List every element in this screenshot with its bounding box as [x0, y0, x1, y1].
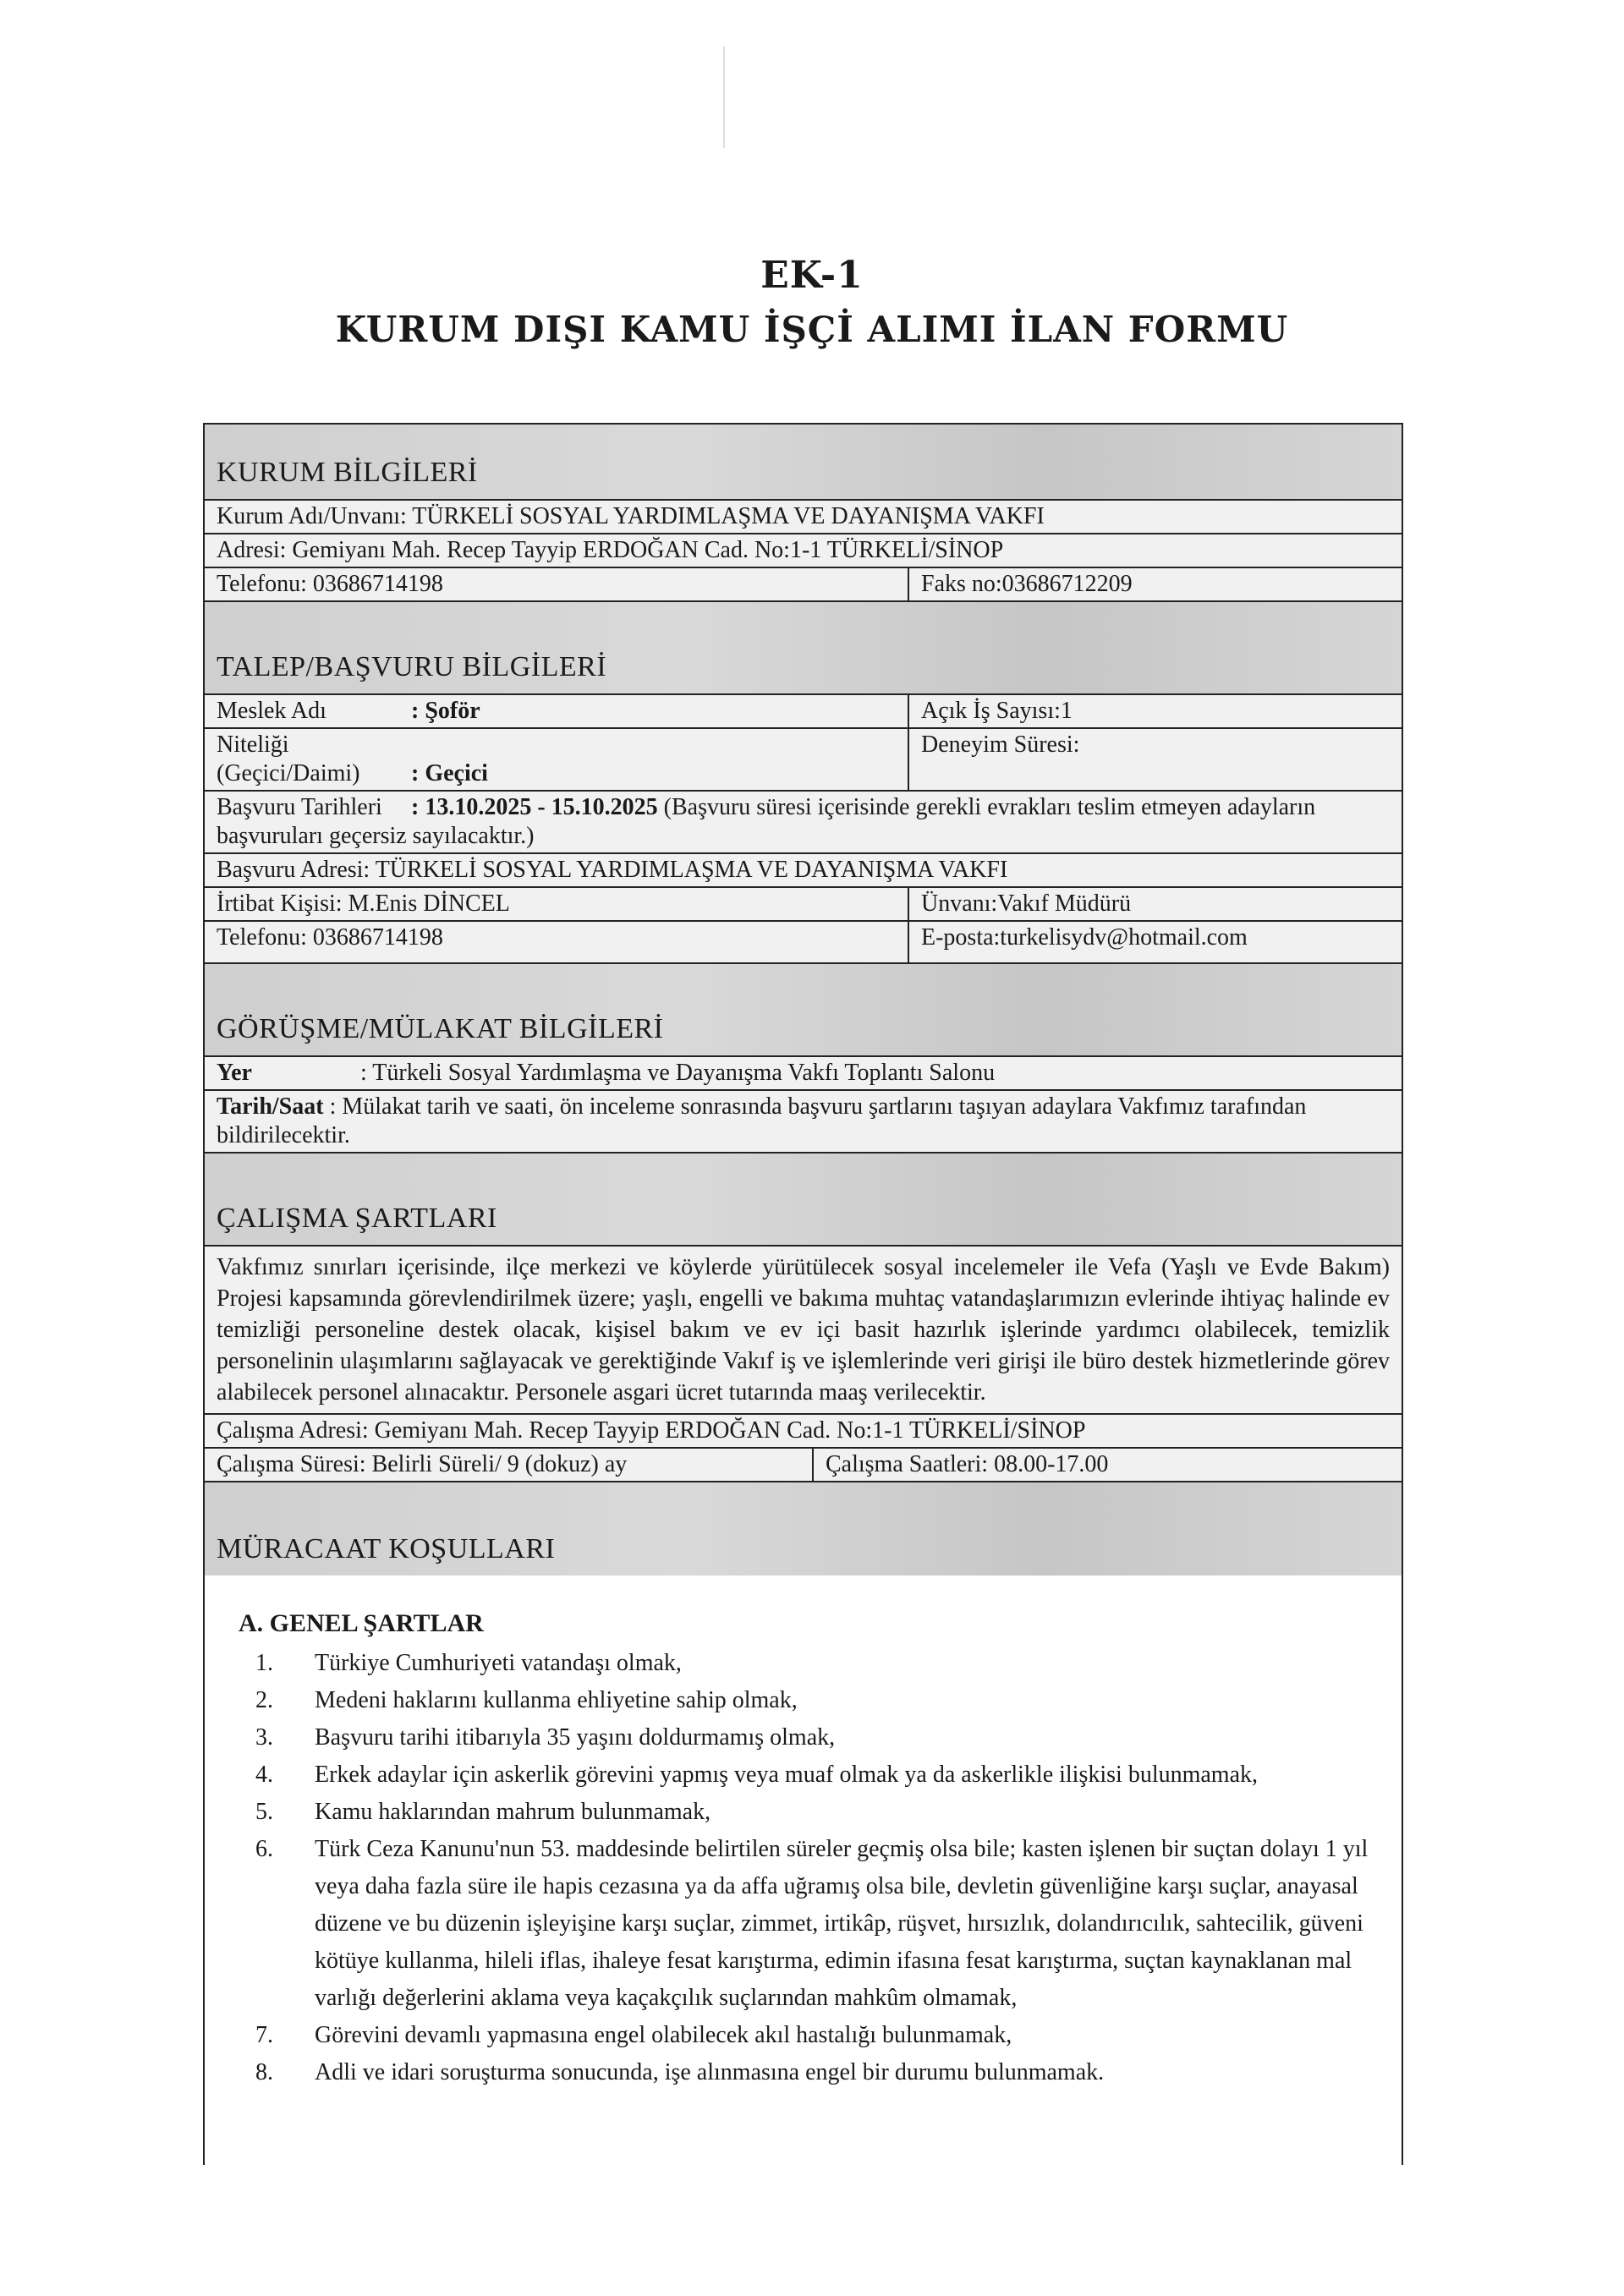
calisma-address-row — [205, 1415, 1402, 1449]
acik-is-sayisi: Açık İş Sayısı:1 — [921, 698, 1073, 724]
condition-text: Kamu haklarından mahrum bulunmamak, — [315, 1799, 711, 1825]
condition-item — [255, 2017, 1372, 2054]
kurum-name: Kurum Adı/Unvanı: TÜRKELİ SOSYAL YARDIMLAŞMA VE DAYANIŞMA VAKFI — [217, 503, 1045, 529]
condition-item — [255, 1794, 1372, 1831]
tarih-saat-value: : Mülakat tarih ve saati, ön inceleme sonrasında başvuru şartlarını taşıyan adaylara Vakfımız tarafından bildirilecektir. — [217, 1093, 1307, 1148]
condition-number: 2. — [255, 1687, 273, 1713]
condition-text: Başvuru tarihi itibarıyla 35 yaşını doldurmamış olmak, — [315, 1724, 836, 1751]
calisma-description: Vakfımız sınırları içerisinde, ilçe merkezi ve köylerde yürütülecek sosyal incelemeler ile Vefa (Yaşlı ve Evde Bakım) Projesi kapsamında görevlendirilmek üzere; yaşlı, engelli ve bakıma muhtaç vatandaşlarımızın evlerinde ihtiyaç halinde ev temizliği personeline destek olacak, kişisel bakım ve ev içi basit hazırlık işlerinde yardımcı olabilecek, temizlik personelinin ulaşımlarını sağlayacak ve gerektiğinde Vakıf iş ve işlemlerinde veri girişi ile büro destek hizmetlerinde görev alabilecek personel alınacaktır. Personele asgari ücret tutarında maaş verilecektir. — [217, 1254, 1390, 1406]
kurum-phone: Telefonu: 03686714198 — [205, 568, 909, 600]
calisma-duration-row — [205, 1449, 1402, 1482]
yer-row — [205, 1057, 1402, 1091]
meslek-value: : Şoför — [411, 698, 480, 724]
talep-contact-row — [205, 922, 1402, 964]
meslek-label: Meslek Adı — [217, 698, 326, 724]
genel-sartlar-heading: A. GENEL ŞARTLAR — [239, 1609, 484, 1637]
section-talep-heading: TALEP/BAŞVURU BİLGİLERİ — [205, 602, 1402, 695]
nitelik-label: Niteliği (Geçici/Daimi) — [217, 732, 360, 786]
basvuru-tarih-note: (Başvuru süresi içerisinde gerekli evrakları teslim etmeyen adayların başvuruları geçersiz sayılacaktır.) — [217, 794, 1316, 849]
condition-number: 5. — [255, 1799, 273, 1825]
section-kurum-heading: KURUM BİLGİLERİ — [205, 425, 1402, 501]
condition-text: Türk Ceza Kanunu'nun 53. maddesinde belirtilen süreler geçmiş olsa bile; kasten işlenen bir suçtan dolayı 1 yıl veya daha fazla süre ile hapis cezasına ya da affa uğramış olsa bile, devletin güvenliğine karşı suçlar, anayasal düzene ve bu düzenin işleyişine karşı suçlar, zimmet, irtikâp, rüşvet, hırsızlık, dolandırıcılık, sahtecilik, güveni kötüye kullanma, hileli iflas, ihaleye fesat karıştırma, edimin ifasına fesat karıştırma, suçtan kaynaklanan mal varlığı değerlerini aklama veya kaçakçılık suçlarından mahkûm olmamak, — [315, 1836, 1369, 2011]
section-gorusme-heading: GÖRÜŞME/MÜLAKAT BİLGİLERİ — [205, 964, 1402, 1057]
page-title: KURUM DIŞI KAMU İŞÇİ ALIMI İLAN FORMU — [335, 309, 1289, 350]
condition-number: 8. — [255, 2059, 273, 2085]
calisma-duration: Çalışma Süresi: Belirli Süreli/ 9 (dokuz) ay — [205, 1449, 814, 1481]
talep-phone: Telefonu: 03686714198 — [205, 922, 909, 962]
conditions-list — [255, 1645, 1372, 2091]
calisma-description-row — [205, 1247, 1402, 1415]
kurum-contact-row — [205, 568, 1402, 602]
tarih-saat-row — [205, 1091, 1402, 1153]
condition-number: 1. — [255, 1650, 273, 1676]
basvuru-adresi-row — [205, 854, 1402, 888]
condition-item — [255, 1831, 1372, 2017]
kurum-address-row — [205, 534, 1402, 568]
section-muracaat-heading: MÜRACAAT KOŞULLARI — [205, 1482, 1402, 1575]
condition-number: 6. — [255, 1836, 273, 1862]
deneyim-suresi: Deneyim Süresi: — [921, 732, 1080, 758]
basvuru-tarih-value: : 13.10.2025 - 15.10.2025 — [411, 794, 658, 820]
calisma-hours: Çalışma Saatleri: 08.00-17.00 — [826, 1451, 1109, 1477]
condition-item — [255, 1645, 1372, 1682]
condition-text: Medeni haklarını kullanma ehliyetine sahip olmak, — [315, 1687, 798, 1713]
condition-number: 3. — [255, 1724, 273, 1751]
condition-text: Erkek adaylar için askerlik görevini yapmış veya muaf olmak ya da askerlikle ilişkisi bulunmamak, — [315, 1762, 1259, 1788]
basvuru-tarih-row — [205, 792, 1402, 854]
condition-text: Adli ve idari soruşturma sonucunda, işe alınmasına engel bir durumu bulunmamak. — [315, 2059, 1105, 2085]
nitelik-row — [205, 729, 1402, 792]
condition-item — [255, 1719, 1372, 1756]
basvuru-adresi: Başvuru Adresi: TÜRKELİ SOSYAL YARDIMLAŞMA VE DAYANIŞMA VAKFI — [217, 857, 1008, 883]
announcement-form — [203, 423, 1403, 1575]
muracaat-conditions — [203, 1575, 1403, 2165]
scan-edge-line — [723, 47, 725, 148]
condition-item — [255, 2054, 1372, 2091]
basvuru-tarih-label: Başvuru Tarihleri — [217, 794, 382, 820]
condition-text: Türkiye Cumhuriyeti vatandaşı olmak, — [315, 1650, 682, 1676]
kurum-address: Adresi: Gemiyanı Mah. Recep Tayyip ERDOĞAN Cad. No:1-1 TÜRKELİ/SİNOP — [217, 537, 1004, 563]
irtibat-unvan: Ünvanı:Vakıf Müdürü — [921, 890, 1132, 917]
yer-value: : Türkeli Sosyal Yardımlaşma ve Dayanışma Vakfı Toplantı Salonu — [360, 1060, 996, 1086]
annex-label: EK-1 — [760, 254, 864, 297]
yer-label: Yer — [217, 1060, 252, 1086]
irtibat-kisisi: İrtibat Kişisi: M.Enis DİNCEL — [205, 888, 909, 920]
condition-item — [255, 1682, 1372, 1719]
talep-email: E-posta:turkelisydv@hotmail.com — [921, 924, 1248, 951]
nitelik-value: : Geçici — [411, 760, 488, 786]
irtibat-row — [205, 888, 1402, 922]
kurum-fax: Faks no:03686712209 — [921, 571, 1133, 597]
kurum-name-row — [205, 501, 1402, 534]
condition-number: 4. — [255, 1762, 273, 1788]
meslek-row — [205, 695, 1402, 729]
condition-number: 7. — [255, 2022, 273, 2048]
calisma-address: Çalışma Adresi: Gemiyanı Mah. Recep Tayyip ERDOĞAN Cad. No:1-1 TÜRKELİ/SİNOP — [217, 1417, 1086, 1444]
tarih-saat-label: Tarih/Saat — [217, 1093, 324, 1120]
section-calisma-heading: ÇALIŞMA ŞARTLARI — [205, 1153, 1402, 1247]
condition-text: Görevini devamlı yapmasına engel olabilecek akıl hastalığı bulunmamak, — [315, 2022, 1012, 2048]
condition-item — [255, 1756, 1372, 1794]
